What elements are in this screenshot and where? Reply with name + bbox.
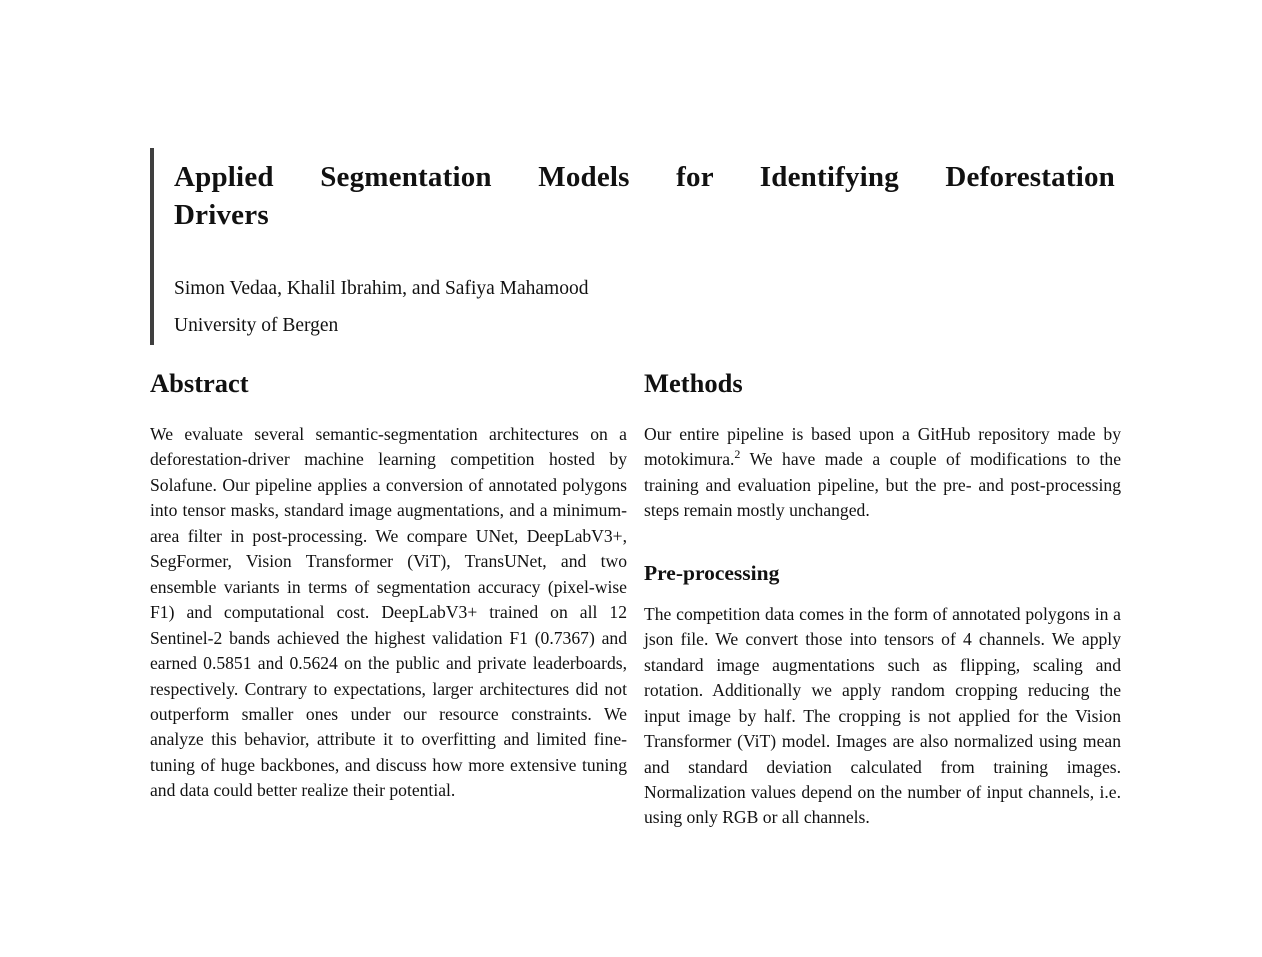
preprocessing-heading: Pre-processing <box>644 560 780 585</box>
title-block <box>150 148 1118 345</box>
paper-title <box>174 158 1118 234</box>
methods-body-before-footnote: Our entire pipeline is based upon a GitHub repository made by motokimura. <box>644 424 1121 470</box>
authors-line: Simon Vedaa, Khalil Ibrahim, and Safiya Mahamood <box>174 278 589 299</box>
footnote-marker: 2 <box>734 447 741 462</box>
affiliation-line: University of Bergen <box>174 315 339 336</box>
abstract-heading: Abstract <box>150 368 249 398</box>
methods-column <box>644 368 1121 831</box>
methods-body-after-footnote: We have made a couple of modifications to the training and evaluation pipeline, but the pre- and post-processing steps remain mostly unchanged. <box>644 449 1121 521</box>
methods-heading: Methods <box>644 368 743 398</box>
preprocessing-body: The competition data comes in the form of annotated polygons in a json file. We convert those into tensors of 4 channels. We apply standard image augmentations such as flipping, scaling and rotation. Additionally we apply random cropping reducing the input image by half. The cropping is not applied for the Vision Transformer (ViT) model. Images are also normalized using mean and standard deviation calculated from training images. Normalization values depend on the number of input channels, i.e. using only RGB or all channels. <box>644 603 1121 828</box>
paper-title-line2: Drivers <box>174 199 269 231</box>
paper-title-line1: Applied Segmentation Models for Identifying Deforestation <box>174 161 1115 193</box>
abstract-body: We evaluate several semantic-segmentation architectures on a deforestation-driver machine learning competition hosted by Solafune. Our pipeline applies a conversion of annotated polygons into tensor masks, standard image augmentations, and a minimum-area filter in post-processing. We compare UNet, DeepLabV3+, SegFormer, Vision Transformer (ViT), TransUNet, and two ensemble variants in terms of segmentation accuracy (pixel-wise F1) and computational cost. DeepLabV3+ trained on all 12 Sentinel-2 bands achieved the highest validation F1 (0.7367) and earned 0.5851 and 0.5624 on the public and private leaderboards, respectively. Contrary to expectations, larger architectures did not outperform smaller ones under our resource constraints. We analyze this behavior, attribute it to overfitting and limited fine-tuning of huge backbones, and discuss how more extensive tuning and data could better realize their potential. <box>150 424 627 801</box>
abstract-column <box>150 368 627 804</box>
methods-body <box>644 422 1121 524</box>
